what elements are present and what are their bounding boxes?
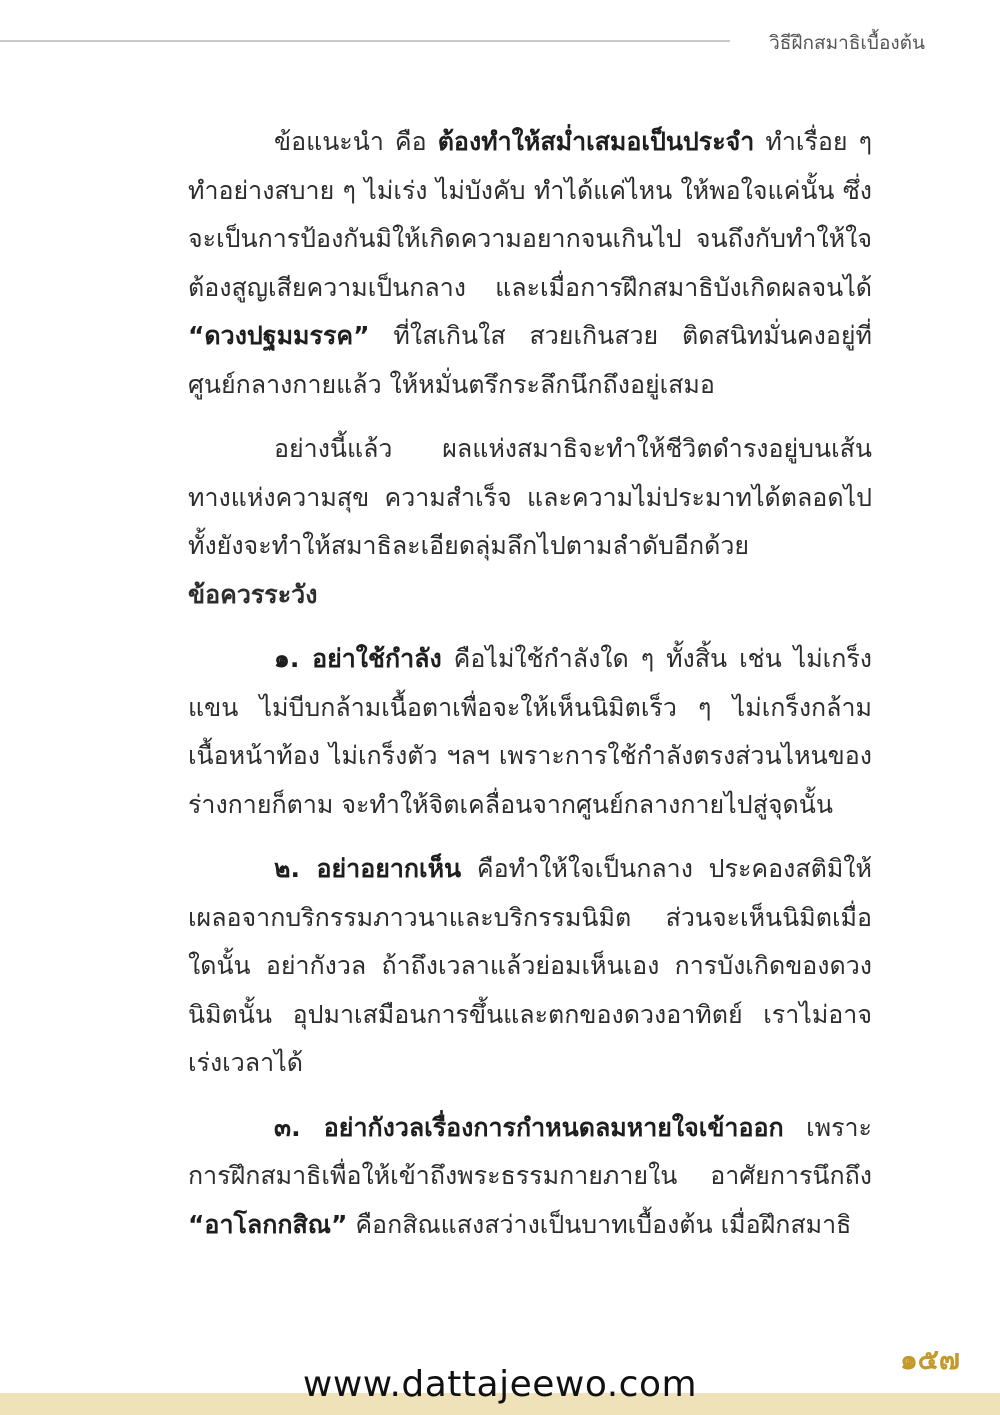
caution-item-3-text: เพราะการฝึกสมาธิเพื่อให้เข้าถึงพระธรรมกายภายใน อาศัยการนึกถึง (188, 1112, 872, 1190)
page-body (188, 118, 872, 1249)
caution-item-1-title: ๑. อย่าใช้กำลัง (274, 644, 442, 673)
caution-item-1-text: คือไม่ใช้กำลังใด ๆ ทั้งสิ้น เช่น ไม่เกร็งแขน ไม่บีบกล้ามเนื้อตาเพื่อจะให้เห็นนิมิตเร็ว ๆ ไม่เกร็งกล้ามเนื้อหน้าท้อง ไม่เกร็งตัว ฯลฯ เพราะการใช้กำลังตรงส่วนไหนของร่างกายก็ตาม จะทำให้จิตเคลื่อนจากศูนย์กลางกายไปสู่จุดนั้น (188, 644, 873, 819)
caution-item-1 (188, 635, 872, 829)
advice-intro: ข้อแนะนำ คือ (274, 127, 438, 156)
running-title: วิธีฝึกสมาธิเบื้องต้น (769, 32, 925, 54)
advice-text-end: ที่ใสเกินใส สวยเกินสวย ติดสนิทมั่นคงอยู่ที่ศูนย์กลางกายแล้ว ให้หมั่นตรึกระลึกนึกถึงอยู่เสมอ (188, 321, 872, 399)
caution-item-2-title: ๒. อย่าอยากเห็น (274, 854, 462, 883)
caution-item-3-term: “อาโลกกสิณ” (188, 1209, 348, 1239)
caution-item-2-text: คือทำให้ใจเป็นกลาง ประคองสติมิให้เผลอจากบริกรรมภาวนาและบริกรรมนิมิต ส่วนจะเห็นนิมิตเมื่อใดนั้น อย่ากังวล ถ้าถึงเวลาแล้วย่อมเห็นเอง การบังเกิดของดวงนิมิตนั้น อุปมาเสมือนการขึ้นและตกของดวงอาทิตย์ เราไม่อาจเร่งเวลาได้ (188, 854, 872, 1077)
paragraph-result: อย่างนี้แล้ว ผลแห่งสมาธิจะทำให้ชีวิตดำรงอยู่บนเส้นทางแห่งความสุข ความสำเร็จ และความไม่ประมาทได้ตลอดไป ทั้งยังจะทำให้สมาธิละเอียดลุ่มลึกไปตามลำดับอีกด้วย (188, 434, 872, 560)
page-number: ๑๕๗ (899, 1343, 960, 1376)
advice-text: ทำเรื่อย ๆ ทำอย่างสบาย ๆ ไม่เร่ง ไม่บังคับ ทำได้แค่ไหน ให้พอใจแค่นั้น ซึ่งจะเป็นการป้องกันมิให้เกิดความอยากจนเกินไป จนถึงกับทำให้ใจต้องสูญเสียความเป็นกลาง และเมื่อการฝึกสมาธิบังเกิดผลจนได้ (188, 127, 872, 302)
paragraph-advice (188, 118, 872, 409)
caution-item-3-text-end: คือกสิณแสงสว่างเป็นบาทเบื้องต้น เมื่อฝึกสมาธิ (347, 1209, 852, 1239)
website-watermark: www.dattajeewo.com (302, 1364, 698, 1405)
advice-term: “ดวงปฐมมรรค” (188, 321, 370, 350)
header-divider (0, 40, 730, 42)
caution-item-2 (188, 845, 872, 1088)
caution-item-3 (188, 1104, 872, 1250)
section-heading-cautions: ข้อควรระวัง (188, 579, 318, 609)
caution-item-3-title: ๓. อย่ากังวลเรื่องการกำหนดลมหายใจเข้าออก (274, 1112, 784, 1142)
advice-emphasis: ต้องทำให้สม่ำเสมอเป็นประจำ (437, 127, 755, 156)
